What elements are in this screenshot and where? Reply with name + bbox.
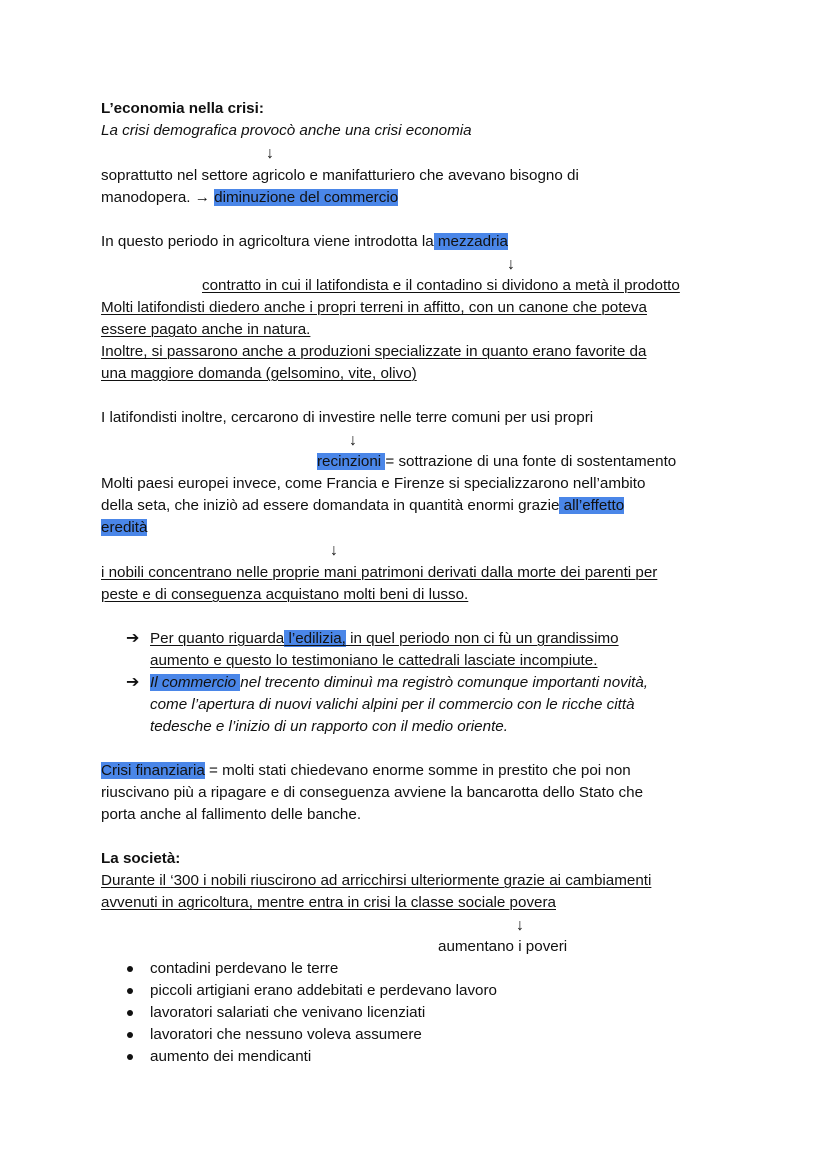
highlight-crisi-finanziaria: Crisi finanziaria (101, 762, 205, 779)
intro-text: La crisi demografica provocò anche una crisi economia (101, 122, 472, 139)
down-arrow-icon: ↓ (266, 145, 274, 162)
bullet-icon (127, 1054, 133, 1060)
text-line: I latifondisti inoltre, cercarono di investire nelle terre comuni per usi propri (101, 409, 594, 426)
highlight-recinzioni: recinzioni (317, 453, 386, 470)
list-item: lavoratori salariati che venivano licenziati (150, 1004, 426, 1021)
text-line: recinzioni = sottrazione di una fonte di sostentamento (317, 453, 677, 470)
text-line: Crisi finanziaria = molti stati chiedevano enorme somme in prestito che poi non (101, 762, 631, 779)
text-line: aumento e questo lo testimoniano le cattedrali lasciate incompiute. (150, 652, 598, 669)
text-line: soprattutto nel settore agricolo e manifatturiero che avevano bisogno di (101, 167, 579, 184)
heading-societa: La società: (101, 850, 181, 867)
text-line: In questo periodo in agricoltura viene introdotta la mezzadria (101, 233, 508, 250)
text-line: peste e di conseguenza acquistano molti beni di lusso. (101, 586, 469, 603)
arrow-bullet-icon: ➔ (126, 630, 140, 647)
text-line: riuscivano più a ripagare e di conseguenza avviene la bancarotta dello Stato che (101, 784, 644, 801)
list-item: contadini perdevano le terre (150, 960, 339, 977)
list-item: piccoli artigiani erano addebitati e perdevano lavoro (150, 982, 498, 999)
text-line: porta anche al fallimento delle banche. (101, 806, 362, 823)
list-item: lavoratori che nessuno voleva assumere (150, 1026, 422, 1043)
text-line: come l’apertura di nuovi valichi alpini per il commercio con le ricche città (150, 696, 635, 713)
bullet-commercio: Il commercio nel trecento diminuì ma registrò comunque importanti novità, (150, 674, 649, 691)
bullet-icon (127, 1032, 133, 1038)
mezzadria-definition: contratto in cui il latifondista e il contadino si dividono a metà il prodotto (202, 277, 680, 294)
bullet-edilizia: Per quanto riguarda l’edilizia, in quel periodo non ci fù un grandissimo (150, 630, 619, 647)
highlight-commercio: diminuzione del commercio (214, 189, 399, 206)
text-line: i nobili concentrano nelle proprie mani patrimoni derivati dalla morte dei parenti per (101, 564, 658, 581)
bullet-icon (127, 966, 133, 972)
highlight-mezzadria: mezzadria (433, 233, 508, 250)
heading-economia: L’economia nella crisi: (101, 100, 264, 117)
text-line: una maggiore domanda (gelsomino, vite, olivo) (101, 365, 417, 382)
highlight-edilizia: l’edilizia, (284, 630, 346, 647)
down-arrow-icon: ↓ (349, 432, 357, 449)
text-line: Molti latifondisti diedero anche i propri terreni in affitto, con un canone che poteva (101, 299, 647, 316)
text-line (101, 518, 147, 538)
text-line: Molti paesi europei invece, come Francia e Firenze si specializzarono nell’ambito (101, 475, 646, 492)
text-line: della seta, che iniziò ad essere domandata in quantità enormi grazie all’effetto (101, 497, 625, 514)
text-line: tedesche e l’inizio di un rapporto con il medio oriente. (150, 718, 508, 735)
text-line: avvenuti in agricoltura, mentre entra in crisi la classe sociale povera (101, 894, 556, 911)
down-arrow-icon: ↓ (330, 542, 338, 559)
highlight-effetto: all’effetto (559, 497, 625, 514)
bullet-icon (127, 988, 133, 994)
text-line: essere pagato anche in natura. (101, 321, 311, 338)
list-item: aumento dei mendicanti (150, 1048, 312, 1065)
arrow-bullet-icon: ➔ (126, 674, 140, 691)
text-line: Durante il ‘300 i nobili riuscirono ad arricchirsi ulteriormente grazie ai cambiamenti (101, 872, 652, 889)
down-arrow-icon: ↓ (516, 917, 524, 934)
highlight-il-commercio: Il commercio (150, 674, 241, 691)
text-line: manodopera. → diminuzione del commercio (101, 189, 399, 206)
highlight-eredita: eredità (101, 519, 148, 536)
down-arrow-icon: ↓ (507, 256, 515, 273)
text-line: aumentano i poveri (438, 938, 568, 955)
text-line: Inoltre, si passarono anche a produzioni specializzate in quanto erano favorite da (101, 343, 647, 360)
bullet-icon (127, 1010, 133, 1016)
